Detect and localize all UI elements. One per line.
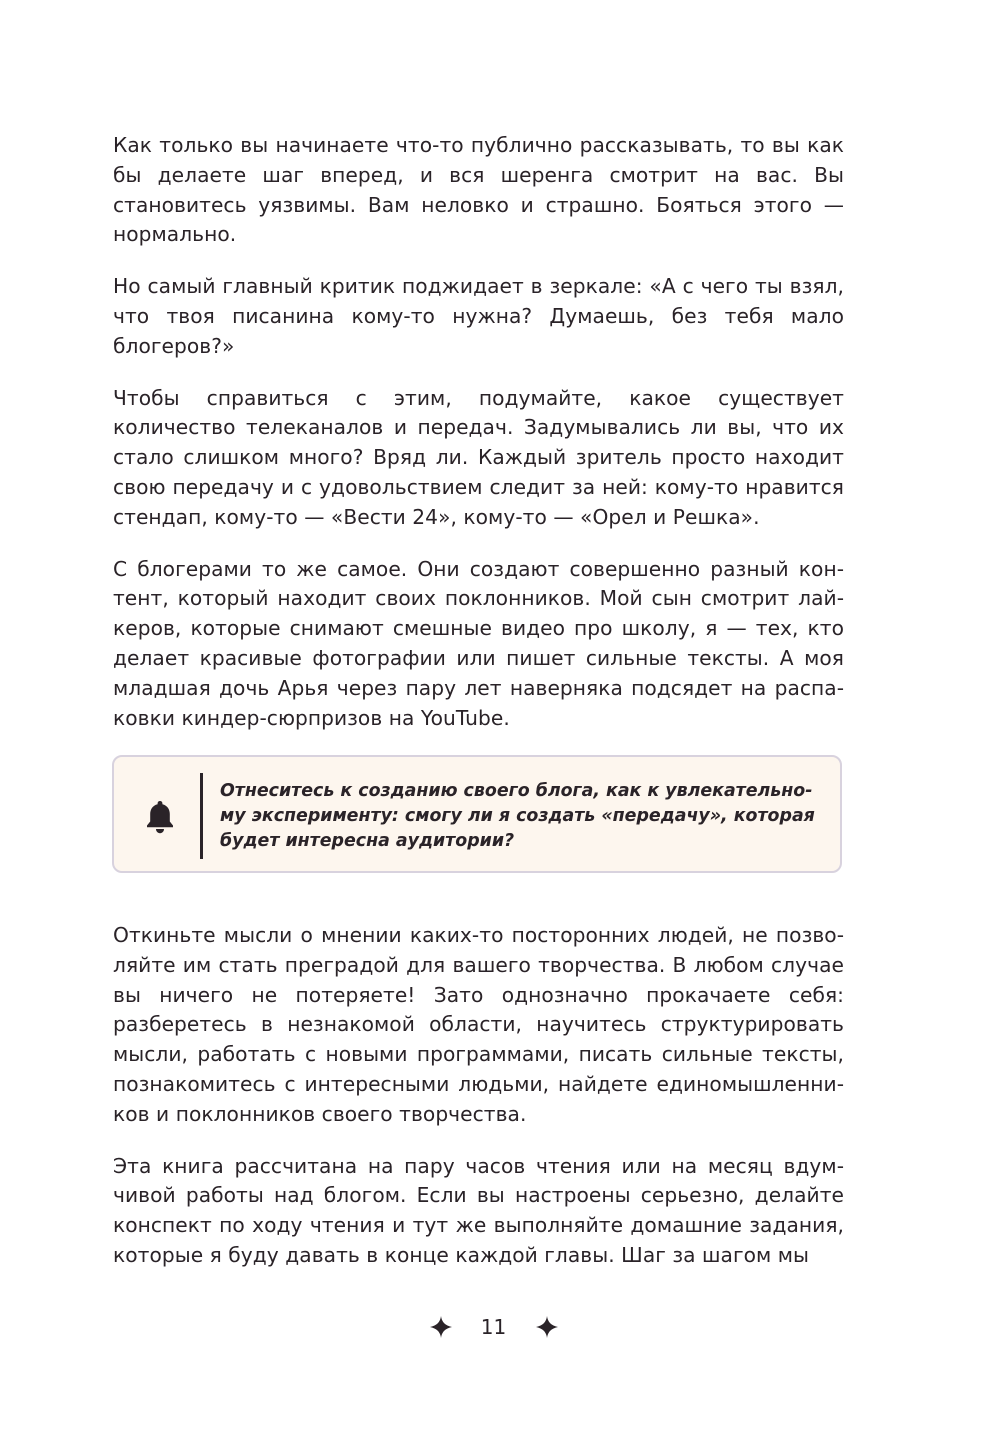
paragraph-book-usage: Эта книга рассчитана на пару часов чтения или на месяц вдумчивой работы над блогом. Если вы настроены серьезно, делайте конспект по ходу чтения и тут же выполняйте домашние задания, которые я буду давать в конце каждой главы. Шаг за шагом мы xyxy=(113,1153,844,1267)
body-text-top xyxy=(113,131,844,755)
paragraph-tv-channels: Чтобы справиться с этим, подумайте, какое существует количество телеканалов и передач. Задумывались ли вы, что их стало слишком много? Вряд ли. Каждый зритель просто находит свою передачу и с удовольствием следит за ней: кому-то нравится стендап, кому-то — «Вести 24», кому-то — «Орел и Решка». xyxy=(113,385,844,529)
page-number: 11 xyxy=(480,1315,507,1339)
callout-divider xyxy=(200,773,203,859)
four-point-star-icon xyxy=(430,1316,452,1338)
callout-box xyxy=(112,755,842,873)
body-text-bottom xyxy=(113,921,844,1293)
paragraph-discard-opinions: Откиньте мысли о мнении каких-то посторонних людей, не позволяйте им стать преградой для вашего творчества. В любом случае вы ничего не потеряете! Зато однозначно прокачаете себя: разберетесь в незнакомой области, научитесь структурировать мысли, работать с новыми программами, писать сильные тексты, познакомитесь с интересными людьми, найдете единомышленников и поклонников своего творчества. xyxy=(113,923,844,1126)
callout-text: Отнеситесь к созданию своего блога, как к увлекательному эксперименту: смогу ли я создать «передачу», которая будет интересна аудитории? xyxy=(220,781,815,851)
four-point-star-icon xyxy=(536,1316,558,1338)
paragraph-bloggers: С блогерами то же самое. Они создают совершенно разный контент, который находит своих поклонников. Мой сын смотрит лайкеров, которые снимают смешные видео про школу, я — тех, кто делает красивые фотографии или пишет сильные тексты. А моя младшая дочь Арья через пару лет наверняка подсядет на распаковки киндер-сюрпризов на YouTube. xyxy=(113,556,844,730)
bell-icon xyxy=(144,799,176,835)
paragraph-inner-critic: Но самый главный критик поджидает в зеркале: «А с чего ты взял, что твоя писанина кому-то нужна? Думаешь, без тебя мало блогеров?» xyxy=(113,274,844,358)
paragraph-vulnerability: Как только вы начинаете что-то публично рассказывать, то вы как бы делаете шаг вперед, и вся шеренга смотрит на вас. Вы становитесь уязвимы. Вам неловко и страшно. Бояться этого — нормально. xyxy=(113,133,844,247)
page-footer xyxy=(0,1309,987,1345)
